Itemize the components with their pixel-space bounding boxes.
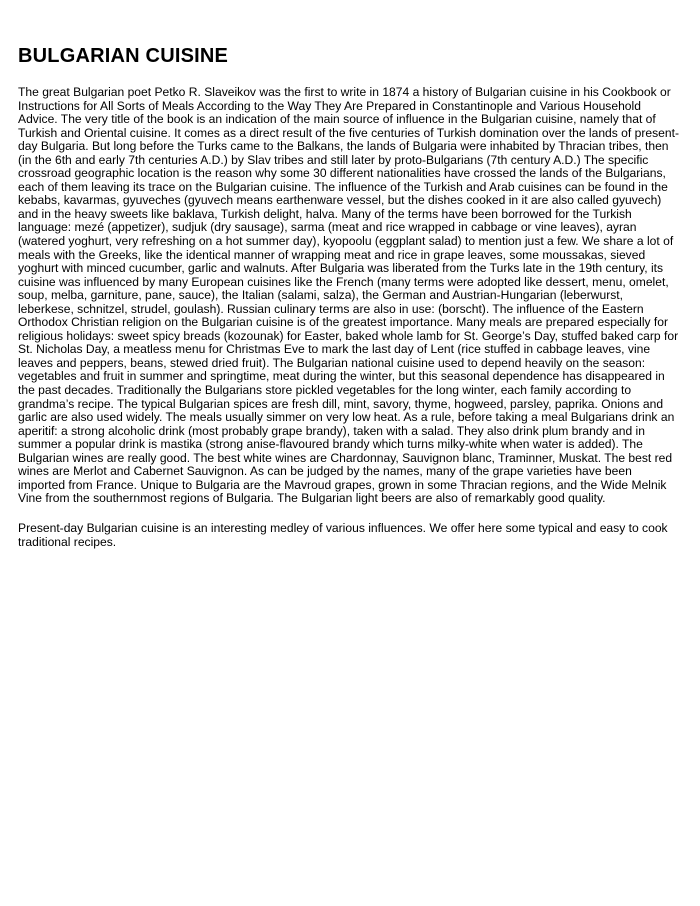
document-title: BULGARIAN CUISINE bbox=[18, 45, 229, 67]
paragraph-history: The great Bulgarian poet Petko R. Slaveikov was the first to write in 1874 a history of Bulgarian cuisine in his Cookbook or Instructions for All Sorts of Meals According to the Way They Are Prepared in Constantinople and Various Household Advice. The very title of the book is an indication of the main source of influence in the Bulgarian cuisine, namely that of Turkish and Oriental cuisine. It comes as a direct result of the five centuries of Turkish domination over the lands of present-day Bulgaria. But long before the Turks came to the Balkans, the lands of Bulgaria were inhabited by Thracian tribes, then (in the 6th and early 7th centuries A.D.) by Slav tribes and still later by proto-Bulgarians (7th century A.D.) The specific crossroad geographic location is the reason why some 30 different nationalities have crossed the lands of the Bulgarians, each of them leaving its trace on the Bulgarian cuisine. The influence of the Turkish and Arab cuisines can be found in the kebabs, kavarmas, gyuveches (gyuvech means earthenware vessel, but the dishes cooked in it are also called gyuvech) and in the heavy sweets like baklava, Turkish delight, halva. Many of the terms have been borrowed for the Turkish language: mezé (appetizer), sudjuk (dry sausage), sarma (meat and rice wrapped in cabbage or vine leaves), ayran (watered yoghurt, very refreshing on a hot summer day), kyopoolu (eggplant salad) to mention just a few. We share a lot of meals with the Greeks, like the identical manner of wrapping meat and rice in grape leaves, some moussakas, sieved yoghurt with minced cucumber, garlic and walnuts. After Bulgaria was liberated from the Turks late in the 19th century, its cuisine was influenced by many European cuisines like the French (many terms were adopted like dessert, menu, omelet, soup, melba, garniture, pane, sauce), the Italian (salami, salza), the German and Austrian-Hungarian (leberwurst, leberkese, schnitzel, strudel, goulash). Russian culinary terms are also in use: (borscht). The influence of the Eastern Orthodox Christian religion on the Bulgarian cuisine is of the greatest importance. Many meals are prepared especially for religious holidays: sweet spicy breads (kozounak) for Easter, baked whole lamb for St. George’s Day, stuffed baked carp for St. Nicholas Day, a meatless menu for Christmas Eve to mark the last day of Lent (rice stuffed in cabbage leaves, vine leaves and peppers, beans, stewed dried fruit). The Bulgarian national cuisine used to depend heavily on the season: vegetables and fruit in summer and springtime, meat during the winter, but this seasonal dependence has disappeared in the past decades. Traditionally the Bulgarians store pickled vegetables for the long winter, each family according to grandma’s recipe. The typical Bulgarian spices are fresh dill, mint, savory, thyme, hogweed, parsley, paprika. Onions and garlic are also used widely. The meals usually simmer on very low heat. As a rule, before taking a meal Bulgarians drink an aperitif: a strong alcoholic drink (most probably grape brandy), taken with a salad. They also drink plum brandy and in summer a popular drink is mastika (strong anise-flavoured brandy which turns milky-white when water is added). The Bulgarian wines are really good. The best white wines are Chardonnay, Sauvignon blanc, Traminner, Muskat. The best red wines are Merlot and Cabernet Sauvignon. As can be judged by the names, many of the grape varieties have been imported from France. Unique to Bulgaria are the Mavroud grapes, grown in some Thracian regions, and the Wide Melnik Vine from the southernmost regions of Bulgaria. The Bulgarian light beers are also of remarkably good quality. bbox=[18, 85, 679, 506]
paragraph-intro-recipes: Present-day Bulgarian cuisine is an interesting medley of various influences. We offer here some typical and easy to cook traditional recipes. bbox=[18, 520, 668, 549]
document-page bbox=[18, 44, 682, 565]
